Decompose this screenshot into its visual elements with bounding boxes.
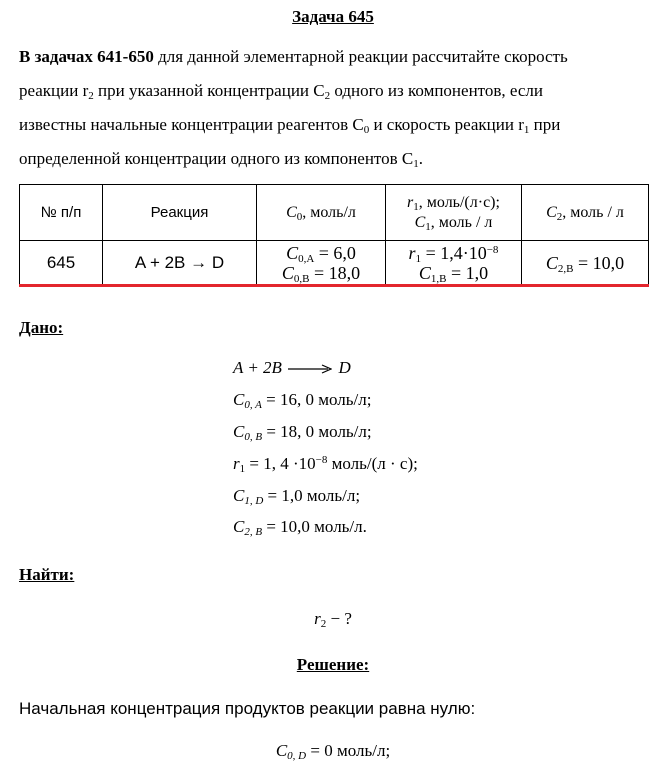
- cell-reaction: A + 2B → D: [103, 241, 257, 285]
- problem-range: В задачах 641-650: [19, 47, 154, 66]
- given-line: $C_{2, B} = 10,0$ моль/л.: [233, 517, 367, 538]
- solution-formula: $C_{0, D} = 0$ моль/л;: [275, 741, 391, 762]
- solution-text: Начальная концентрация продуктов реакции равна нулю:: [19, 699, 476, 718]
- cell-r1-c1: $r_1 = 1,4\cdot 10^{-8}$ $C_{1,B} = 1,0$: [386, 241, 522, 285]
- given-line: $C_{0, B} = 18$, 0 моль/л;: [233, 422, 372, 443]
- header-c0: $C_0$, моль/л: [257, 185, 386, 241]
- find-formula: $r_2$ − ?: [314, 609, 352, 630]
- given-reaction: A + 2B D: [233, 358, 351, 377]
- long-arrow-icon: [288, 364, 332, 374]
- problem-statement: В задачах 641-650 для данной элементарной реакции рассчитайте скорость реакции $r_2$ при указанной концентрации $С_2$ одного из компонентов, если известны начальные концентрации реагентов $С_0$ и скорость реакции $r_1$ при определенной концентрации одного из компонентов $С_1$.: [19, 47, 568, 170]
- cell-number: 645: [20, 241, 103, 285]
- page-title: Задача 645: [292, 7, 374, 26]
- given-heading: Дано:: [19, 318, 64, 337]
- header-c2: $C_2$, моль / л: [522, 185, 649, 241]
- find-heading: Найти:: [19, 565, 75, 584]
- solution-heading: Решение:: [296, 655, 370, 674]
- table-row: [20, 241, 649, 285]
- header-r1-c1: $r_1$, моль/(л·с); $C_1$, моль / л: [386, 185, 522, 241]
- header-number: № п/п: [20, 185, 103, 241]
- given-line: $C_{1, D} = 1,0$ моль/л;: [233, 486, 361, 507]
- cell-c2: $C_{2,B} = 10,0$: [522, 241, 649, 285]
- header-reaction: Реакция: [103, 185, 257, 241]
- table-header-row: [20, 185, 649, 241]
- given-line: $C_{0, A} = 16$, 0 моль/л;: [233, 390, 372, 411]
- task-table: [19, 184, 649, 285]
- red-underline: [19, 284, 649, 287]
- given-line: $r_1 = 1$, $4 \cdot 10^{-8}$ моль/(л · с);: [233, 454, 418, 475]
- cell-c0: $C_{0,A} = 6,0$ $C_{0,B} = 18,0$: [257, 241, 386, 285]
